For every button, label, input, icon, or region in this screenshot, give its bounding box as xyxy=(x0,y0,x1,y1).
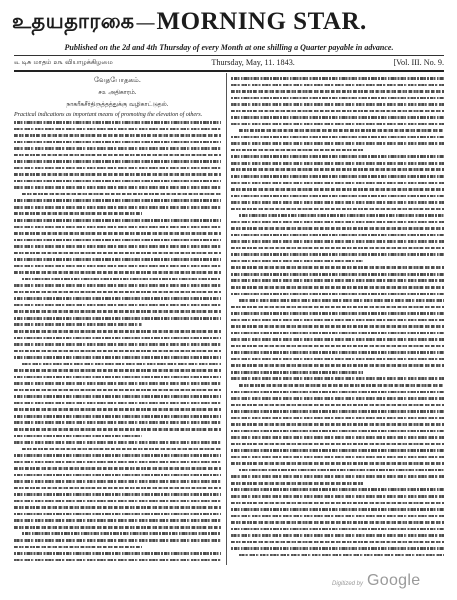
body-text-line xyxy=(14,376,221,379)
body-text-line xyxy=(14,232,221,235)
column-divider xyxy=(226,73,227,565)
body-text-line xyxy=(231,430,444,433)
right-column-body-text xyxy=(231,77,444,556)
body-text-line xyxy=(22,363,221,366)
body-text-line xyxy=(231,443,444,446)
body-text-line xyxy=(14,546,142,549)
issue-tamil-date: ௳ டிசு மாதம் ௨௩ வியாழக்கிழமை xyxy=(14,58,113,66)
body-text-line xyxy=(231,417,444,420)
body-text-line xyxy=(14,258,221,261)
digitized-by-label: Digitized by xyxy=(332,581,364,587)
body-text-line xyxy=(231,182,444,185)
body-text-line xyxy=(231,482,363,485)
body-text-line xyxy=(231,123,444,126)
body-text-line xyxy=(231,97,444,100)
body-text-line xyxy=(14,350,221,353)
body-text-line xyxy=(231,397,444,400)
body-text-line xyxy=(231,534,444,537)
body-text-line xyxy=(231,293,444,296)
body-text-line xyxy=(231,162,444,165)
body-text-line xyxy=(239,554,444,557)
body-text-line xyxy=(231,377,444,380)
body-text-line xyxy=(231,260,363,263)
left-column-tamil-subtitle: நாகரீகசீர்திருத்தத்துக்கு வழிகாட்டுதல். xyxy=(66,101,169,108)
body-text-line xyxy=(231,404,444,407)
body-text-line xyxy=(231,332,444,335)
issue-volume: [Vol. III. No. 9. xyxy=(393,58,444,67)
body-text-line xyxy=(14,467,221,470)
body-text-line xyxy=(14,304,221,307)
body-text-line xyxy=(14,493,221,496)
body-text-line xyxy=(14,141,221,144)
body-text-line xyxy=(14,408,221,411)
left-column-subheading: ௪௨ அதிகாரம். xyxy=(98,89,137,96)
body-text-line xyxy=(239,469,444,472)
body-text-line xyxy=(14,154,221,157)
body-text-line xyxy=(14,506,221,509)
body-text-line xyxy=(14,395,221,398)
body-text-line xyxy=(231,90,444,93)
body-text-line xyxy=(14,513,221,516)
body-text-line xyxy=(231,456,444,459)
body-text-line xyxy=(231,495,444,498)
body-text-line xyxy=(231,338,444,341)
body-text-line xyxy=(239,384,444,387)
body-text-line xyxy=(14,487,221,490)
body-text-line xyxy=(231,266,444,269)
body-text-line xyxy=(231,142,444,145)
body-text-line xyxy=(14,500,221,503)
body-text-line xyxy=(231,168,444,171)
body-text-line xyxy=(231,528,444,531)
body-text-line xyxy=(22,193,221,196)
publication-note: Published on the 2d and 4th Thursday of every Month at one shilling a Quarter payable in advance. xyxy=(64,43,394,52)
body-text-line xyxy=(231,488,444,491)
body-text-line xyxy=(14,454,221,457)
issue-date: Thursday, May, 11. 1843. xyxy=(211,58,295,67)
body-text-line xyxy=(231,358,444,361)
body-text-line xyxy=(14,539,221,542)
body-text-line xyxy=(22,532,221,535)
body-text-line xyxy=(14,310,221,313)
body-text-line xyxy=(231,351,444,354)
body-text-line xyxy=(22,278,221,281)
body-text-line xyxy=(14,271,221,274)
left-column-english-line: Practical indications as important means of promoting the elevation of others. xyxy=(14,112,203,118)
body-text-line xyxy=(14,212,142,215)
body-text-line xyxy=(231,423,444,426)
body-text-line xyxy=(14,330,221,333)
left-column xyxy=(14,73,221,565)
masthead-english-title: MORNING STAR. xyxy=(156,8,367,35)
body-text-line xyxy=(14,389,221,392)
body-text-line xyxy=(14,245,221,248)
body-text-line xyxy=(14,186,221,189)
body-text-line xyxy=(14,474,221,477)
google-logo: Google xyxy=(367,572,421,589)
body-text-line xyxy=(14,173,221,176)
body-text-line xyxy=(14,291,221,294)
body-text-line xyxy=(231,502,444,505)
body-text-line xyxy=(231,247,444,250)
body-text-line xyxy=(231,149,363,152)
body-text-line xyxy=(231,410,444,413)
body-text-line xyxy=(231,195,444,198)
masthead xyxy=(12,4,444,40)
masthead-tamil-title: உதயதாரகை xyxy=(12,8,135,33)
body-text-line xyxy=(231,475,444,478)
body-text-line xyxy=(14,402,221,405)
body-text-line xyxy=(231,240,444,243)
body-text-line xyxy=(239,129,444,132)
body-text-line xyxy=(14,343,221,346)
body-text-line xyxy=(231,188,444,191)
body-text-line xyxy=(231,547,444,550)
body-text-line xyxy=(14,382,221,385)
body-text-line xyxy=(231,84,444,87)
right-column xyxy=(231,73,444,565)
body-text-line xyxy=(14,369,221,372)
body-text-line xyxy=(14,323,142,326)
body-text-line xyxy=(14,121,221,124)
body-text-line xyxy=(231,306,444,309)
body-text-line xyxy=(231,286,444,289)
body-text-line xyxy=(231,521,444,524)
body-text-line xyxy=(231,227,444,230)
body-text-line xyxy=(14,239,221,242)
body-text-line xyxy=(239,214,444,217)
body-text-line xyxy=(231,77,444,80)
body-text-line xyxy=(231,436,444,439)
body-text-line xyxy=(14,415,221,418)
body-text-line xyxy=(231,325,444,328)
body-text-line xyxy=(231,371,363,374)
body-text-line xyxy=(14,284,221,287)
body-text-line xyxy=(231,319,444,322)
body-text-line xyxy=(231,208,444,211)
left-column-heading: வேதபோதகம். xyxy=(94,76,141,84)
body-text-line xyxy=(231,462,444,465)
body-text-line xyxy=(14,297,221,300)
body-text-line xyxy=(231,201,444,204)
body-text-line xyxy=(231,364,444,367)
body-text-line xyxy=(231,155,444,158)
body-text-line xyxy=(14,421,221,424)
body-text-line xyxy=(22,448,221,451)
body-text-line xyxy=(231,279,444,282)
google-watermark xyxy=(332,572,420,590)
body-text-line xyxy=(14,199,221,202)
left-column-body-text xyxy=(14,121,221,561)
body-text-line xyxy=(231,234,444,237)
body-text-line xyxy=(231,345,444,348)
body-text-line xyxy=(14,337,221,340)
body-text-line xyxy=(14,167,221,170)
body-text-line xyxy=(231,273,444,276)
body-text-line xyxy=(239,299,444,302)
body-text-line xyxy=(231,253,444,256)
body-text-line xyxy=(14,480,221,483)
body-text-line xyxy=(14,128,221,131)
body-text-line xyxy=(231,136,444,139)
issue-line xyxy=(14,58,444,67)
body-text-line xyxy=(14,526,221,529)
body-text-line xyxy=(231,508,444,511)
body-text-line xyxy=(14,317,221,320)
body-text-line xyxy=(14,147,221,150)
body-text-line xyxy=(14,160,221,163)
body-text-line xyxy=(231,103,444,106)
body-text-line xyxy=(14,428,221,431)
body-text-line xyxy=(14,519,221,522)
body-text-line xyxy=(14,219,221,222)
body-text-line xyxy=(14,134,221,137)
body-text-line xyxy=(14,441,221,444)
body-text-line xyxy=(14,252,221,255)
body-text-line xyxy=(14,461,221,464)
body-text-line xyxy=(231,312,444,315)
body-text-line xyxy=(14,206,221,209)
body-text-line xyxy=(14,559,221,562)
body-text-line xyxy=(231,391,444,394)
body-text-line xyxy=(14,265,221,268)
body-text-line xyxy=(231,221,444,224)
body-text-line xyxy=(14,435,142,438)
body-text-line xyxy=(14,180,221,183)
masthead-dash: — xyxy=(136,11,155,32)
rule-divider-top xyxy=(14,55,444,56)
body-text-line xyxy=(231,116,444,119)
body-text-line xyxy=(14,552,221,555)
body-text-line xyxy=(231,515,444,518)
body-text-line xyxy=(231,541,444,544)
body-text-line xyxy=(14,226,221,229)
body-text-line xyxy=(231,110,444,113)
body-text-line xyxy=(231,175,444,178)
body-text-line xyxy=(231,449,444,452)
body-text-line xyxy=(14,356,221,359)
rule-divider-bottom xyxy=(14,70,444,72)
